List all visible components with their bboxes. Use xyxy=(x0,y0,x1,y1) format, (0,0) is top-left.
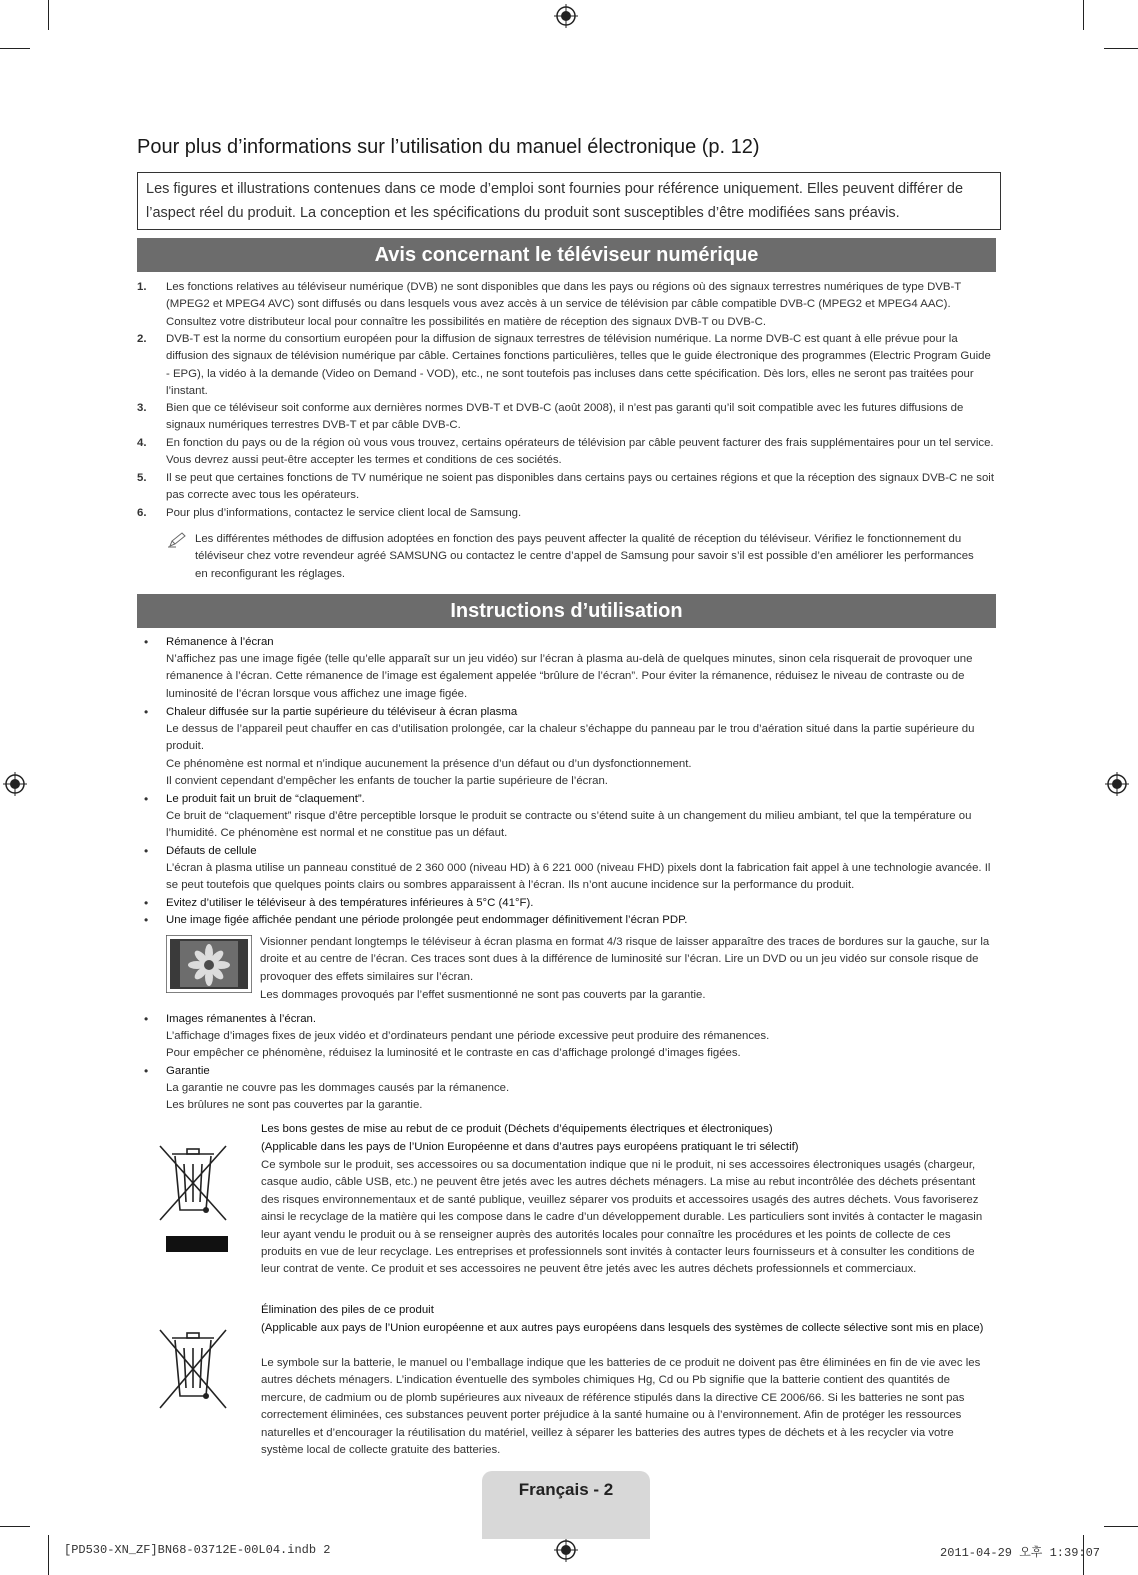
registration-mark-icon xyxy=(554,4,578,28)
list-item-text: Bien que ce téléviseur soit conforme aux dernières normes DVB-T et DVB-C (août 2008), il n’est pas garanti qu’il soit compatible avec les futures diffusions de signaux numériques terrestres DVB-T et par câble DVB-C. xyxy=(166,402,964,432)
list-item-text: Il se peut que certaines fonctions de TV numérique ne soient pas disponibles dans certains pays ou certaines régions et que la réception des signaux DVB-C ne soit pas correcte avec tous les opérateurs. xyxy=(166,472,995,502)
battery-subtitle: (Applicable aux pays de l’Union européenne et aux autres pays européens dans lesquels des systèmes de collecte sélective sont mis en place) xyxy=(261,1322,984,1334)
crop-mark xyxy=(0,48,30,49)
disclaimer-box: Les figures et illustrations contenues dans ce mode d’emploi sont fournies pour référence uniquement. Elles peuvent différer de l’aspect réel du produit. La conception et les spécifications du produit sont susceptibles d’être modifiées sans préavis. xyxy=(137,172,1001,230)
list-item-text: Les fonctions relatives au téléviseur numérique (DVB) ne sont disponibles que dans les pays ou régions où des signaux terrestres numériques de type DVB-T (MPEG2 et MPEG4 AVC) sont diffusés ou dans lesquels vous avez accès à un service de télévision par câble compatible DVB-C (MPEG2 et MPEG4 AAC). Consultez votre distributeur local pour connaître les possibilités en matière de réception des signaux DVB-T ou DVB-C. xyxy=(166,281,962,328)
list-number: 6. xyxy=(137,507,147,519)
bullet-body: La garantie ne couvre pas les dommages causés par la rémanence. xyxy=(166,1082,510,1094)
bullet: • xyxy=(144,635,149,649)
footer-timestamp: 2011-04-29 오후 1:39:07 xyxy=(940,1546,1101,1560)
crop-mark xyxy=(1104,48,1138,49)
bullet: • xyxy=(144,705,149,719)
crop-mark xyxy=(48,0,49,30)
list-number: 2. xyxy=(137,333,147,345)
bullet: • xyxy=(144,1012,149,1026)
crop-mark xyxy=(1104,1526,1138,1527)
page-number-badge xyxy=(482,1471,650,1539)
bullet: • xyxy=(144,913,149,927)
list-item-text: Pour plus d’informations, contactez le service client local de Samsung. xyxy=(166,507,522,519)
registration-mark-icon xyxy=(3,772,27,796)
battery-title: Élimination des piles de ce produit xyxy=(261,1304,434,1316)
bullet-title: Garantie xyxy=(166,1065,210,1077)
bullet-title: Une image figée affichée pendant une période prolongée peut endommager définitivement l’écran PDP. xyxy=(166,914,688,926)
battery-body: Le symbole sur la batterie, le manuel ou l’emballage indique que les batteries de ce produit ne doivent pas être éliminées en fin de vie avec les autres déchets ménagers. L’indication éventuelle des symboles chimiques Hg, Cd ou Pb signifie que la batterie contient des quantités de mercure, de cadmium ou de plomb supérieures aux niveaux de référence stipulés dans la directive CE 2006/66. Si les batteries ne sont pas correctement éliminées, ces substances peuvent porter préjudice à la santé humaine ou à l’environnement. Afin de protéger les ressources naturelles et d’encourager la réutilisation du matériel, veillez à séparer les batteries des autres types de déchets et à les recycler via votre système local de collecte gratuite des batteries. xyxy=(261,1357,981,1457)
bullet: • xyxy=(144,844,149,858)
bullet-title: Le produit fait un bruit de “claquement”. xyxy=(166,793,365,805)
bullet: • xyxy=(144,792,149,806)
tv-burn-in-illustration xyxy=(166,935,252,993)
bullet-title: Chaleur diffusée sur la partie supérieure du téléviseur à écran plasma xyxy=(166,706,518,718)
registration-mark-icon xyxy=(554,1538,578,1562)
bullet-title: Images rémanentes à l’écran. xyxy=(166,1013,317,1025)
registration-mark-icon xyxy=(1105,772,1129,796)
section-title-instructions: Instructions d’utilisation xyxy=(137,594,996,628)
memo-note: Les différentes méthodes de diffusion adoptées en fonction des pays peuvent affecter la qualité de réception du téléviseur. Vérifiez le fonctionnement du téléviseur chez votre revendeur agréé SAMSUNG ou contactez le centre d’appel de Samsung pour savoir s’il est possible d’en améliorer les performances en reconfigurant les réglages. xyxy=(195,533,974,580)
weee-title: Les bons gestes de mise au rebut de ce produit (Déchets d’équipements électriques et électroniques) xyxy=(261,1123,773,1135)
crop-mark xyxy=(1083,0,1084,30)
list-number: 3. xyxy=(137,402,147,414)
bullet-body: N’affichez pas une image figée (telle qu’elle apparaît sur un jeu vidéo) sur l’écran à plasma au-delà de quelques minutes, sinon cela risquerait de provoquer une rémanence à l’écran. Cette rémanence de l’image est également appelée “brûlure de l’écran”. Pour éviter la rémanence, réduisez le niveau de contraste ou de luminosité de l’écran lorsque vous affichez une image figée. xyxy=(166,653,973,700)
bullet-title: Evitez d’utiliser le téléviseur à des températures inférieures à 5°C (41°F). xyxy=(166,897,534,909)
list-item-text: En fonction du pays ou de la région où vous vous trouvez, certains opérateurs de télévision par câble peuvent facturer des frais supplémentaires pour un tel service. Vous devrez aussi peut-être accepter les termes et conditions de ces sociétés. xyxy=(166,437,994,467)
bullet-body: Les brûlures ne sont pas couvertes par la garantie. xyxy=(166,1099,423,1111)
list-number: 5. xyxy=(137,472,147,484)
page-heading: Pour plus d’informations sur l’utilisation du manuel électronique (p. 12) xyxy=(137,136,760,158)
crossed-battery-bin-icon xyxy=(158,1328,228,1410)
crossed-bin-icon xyxy=(158,1140,228,1254)
bullet: • xyxy=(144,1064,149,1078)
bullet-body: Pour empêcher ce phénomène, réduisez la luminosité et le contraste en cas d’affichage prolongé d’images figées. xyxy=(166,1047,741,1059)
bullet-title: Rémanence à l’écran xyxy=(166,636,274,648)
bullet-body: Les dommages provoqués par l’effet susmentionné ne sont pas couverts par la garantie. xyxy=(260,989,706,1001)
bullet-body: Le dessus de l’appareil peut chauffer en cas d’utilisation prolongée, car la chaleur s’échappe du panneau par le trou d’aération situé dans la partie supérieure du produit. xyxy=(166,723,975,753)
section-title-digital-tv: Avis concernant le téléviseur numérique xyxy=(137,238,996,272)
page-number: Français - 2 xyxy=(518,1480,614,1499)
bullet-body: L’affichage d’images fixes de jeux vidéo et d’ordinateurs pendant une période excessive peut produire des rémanences. xyxy=(166,1030,770,1042)
bullet-title: Défauts de cellule xyxy=(166,845,257,857)
list-number: 4. xyxy=(137,437,147,449)
bullet-body: Il convient cependant d’empêcher les enfants de toucher la partie supérieure de l’écran. xyxy=(166,775,608,787)
list-item-text: DVB-T est la norme du consortium européen pour la diffusion de signaux terrestres de télévision numérique. La norme DVB-C est quant à elle prévue pour la diffusion des signaux de télévision numérique par câble. Certaines fonctions particulières, telles que le guide électronique des programmes (Electric Program Guide - EPG), la vidéo à la demande (Video on Demand - VOD), etc., ne sont toutefois pas incluses dans cette spécification. Dès lors, elles ne seront pas traitées pour l’instant. xyxy=(166,333,991,398)
crop-mark xyxy=(48,1535,49,1575)
bullet-body: Ce bruit de “claquement” risque d’être perceptible lorsque le produit se contracte ou s’étend suite à un changement du milieu ambiant, tel que la température ou l’humidité. Ce phénomène est normal et ne constitue pas un défaut. xyxy=(166,810,972,840)
weee-body: Ce symbole sur le produit, ses accessoires ou sa documentation indique que ni le produit, ni ses accessoires électroniques usagés (chargeur, casque audio, câble USB, etc.) ne peuvent être jetés avec les autres déchets ménagers. La mise au rebut incontrôlée des déchets présentant des risques environnementaux et de santé publique, veuillez séparer vos produits et accessoires usagés des autres déchets. Vous favoriserez ainsi le recyclage de la matière qui les compose dans le cadre d’un développement durable. Les particuliers sont invités à contacter le magasin leur ayant vendu le produit ou à se renseigner auprès des autorités locales pour connaître les procédures et les points de collecte de ces produits en vue de leur recyclage. Les entreprises et professionnels sont invités à contacter leurs fournisseurs et à consulter les conditions de leur contrat de vente. Ce produit et ses accessoires ne peuvent être jetés avec les autres déchets professionnels et commerciaux. xyxy=(261,1159,983,1276)
memo-pencil-icon xyxy=(168,532,188,548)
crop-mark xyxy=(0,1526,30,1527)
bullet: • xyxy=(144,896,149,910)
list-number: 1. xyxy=(137,281,147,293)
weee-subtitle: (Applicable dans les pays de l’Union Européenne et dans d’autres pays européens pratiquant le tri sélectif) xyxy=(261,1141,799,1153)
bullet-body: Visionner pendant longtemps le téléviseur à écran plasma en format 4/3 risque de laisser apparaître des traces de bordures sur la gauche, sur la droite et au centre de l’écran. Ces traces sont dues à la différence de luminosité sur l’écran. Lire un DVD ou un jeu vidéo sur console risque de provoquer des effets similaires sur l’écran. xyxy=(260,936,990,983)
bullet-body: Ce phénomène est normal et n’indique aucunement la présence d’un défaut ou d’un dysfonctionnement. xyxy=(166,758,692,770)
footer-file-name: [PD530-XN_ZF]BN68-03712E-00L04.indb 2 xyxy=(64,1543,331,1557)
bullet-body: L’écran à plasma utilise un panneau constitué de 2 360 000 (niveau HD) à 6 221 000 (niveau FHD) pixels dont la fabrication fait appel à une technologie avancée. Il se peut toutefois que quelques points clairs ou sombres apparaissent à l’écran. Ils n’ont aucune incidence sur la performance du produit. xyxy=(166,862,991,892)
